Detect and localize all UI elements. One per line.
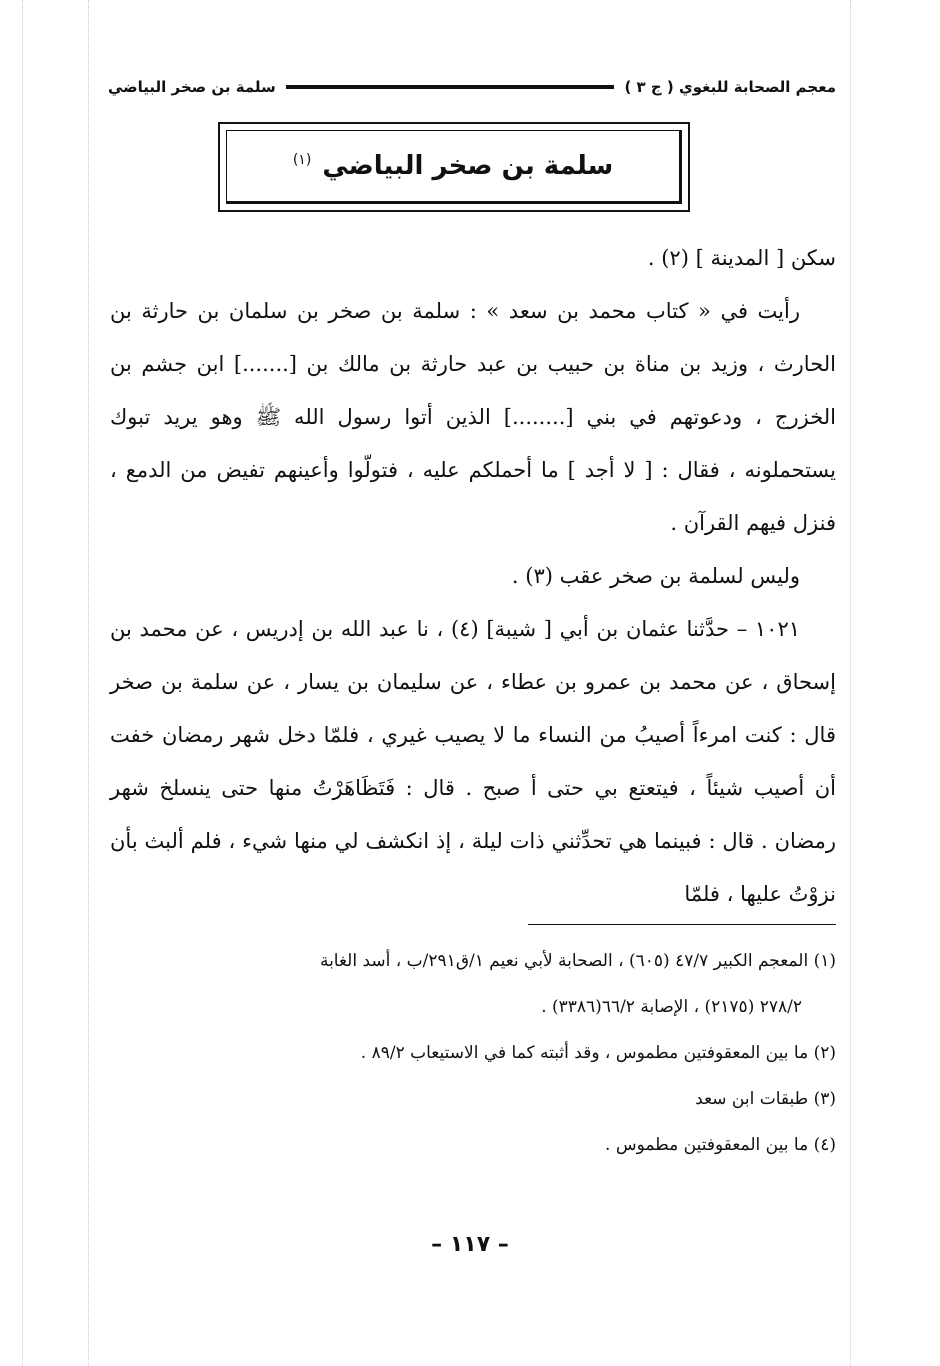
chapter-title-text: سلمة بن صخر البياضي (322, 151, 614, 181)
header-book-title: معجم الصحابة للبغوي ( ج ٣ ) (624, 78, 836, 96)
footnote-1: (١) المعجم الكبير ٤٧/٧ (٦٠٥) ، الصحابة لأبي نعيم ١/ق٢٩١/ب ، أسد الغابة (319, 951, 836, 971)
chapter-title-inner-frame (226, 130, 682, 204)
running-header (108, 72, 836, 102)
chapter-title-footnote-ref: (١) (292, 152, 312, 169)
footnote-separator (528, 924, 836, 925)
footnote-1-continued: ٢٧٨/٢ (٢١٧٥) ، الإصابة ٦٦/٢(٣٣٨٦) . (541, 997, 802, 1017)
margin-guide (88, 0, 89, 1366)
paragraph-no-descendants: وليس لسلمة بن صخر عقب (٣) . (511, 564, 800, 588)
margin-guide (850, 0, 851, 1366)
page-number: – ١١٧ – (431, 1232, 509, 1257)
chapter-title (293, 151, 613, 181)
header-rule (286, 85, 615, 89)
paragraph-ibn-saad: رأيت في « كتاب محمد بن سعد » : سلمة بن صخر بن سلمان بن حارثة بن الحارث ، وزيد بن مناة بن حبيب بن عبد حارثة بن مالك بن [.......] ابن جشم بن الخزرج ، ودعوتهم في بني [........] الذين أتوا رسول الله ﷺ وهو يريد تبوك يستحملونه ، فقال : [ لا أجد ] ما أحملكم عليه ، فتولّوا وأعينهم تفيض من الدمع ، فنزل فيهم القرآن . (110, 299, 836, 535)
chapter-title-frame (218, 122, 690, 212)
footnote-2: (٢) ما بين المعقوفتين مطموس ، وقد أثبته كما في الاستيعاب ٨٩/٢ . (360, 1043, 836, 1063)
paragraph-residence: سكن [ المدينة ] (٢) . (647, 246, 836, 270)
footnote-4: (٤) ما بين المعقوفتين مطموس . (605, 1135, 836, 1155)
header-chapter-title: سلمة بن صخر البياضي (108, 78, 276, 96)
footnotes (110, 938, 836, 1168)
margin-guide (22, 0, 23, 1366)
paragraph-hadith-1021: ١٠٢١ – حدَّثنا عثمان بن أبي [ شيبة] (٤) ، نا عبد الله بن إدريس ، عن محمد بن إسحاق ، عن محمد بن عمرو بن عطاء ، عن سليمان بن يسار ، عن سلمة بن صخر قال : كنت امرءاً أصيبُ من النساء ما لا يصيب غيري ، فلمّا دخل شهر رمضان خفت أن أصيب شيئاً ، فيتعتع بي حتى أ صبح . قال : فَتَظَاهَرْتُ منها حتى ينسلخ شهر رمضان . قال : فبينما هي تحدِّثني ذات ليلة ، إذ انكشف لي منها شيء ، فلم ألبث بأن نزوْتُ عليها ، فلمّا (110, 617, 836, 906)
main-text (110, 232, 836, 921)
footnote-3: (٣) طبقات ابن سعد (695, 1089, 836, 1109)
